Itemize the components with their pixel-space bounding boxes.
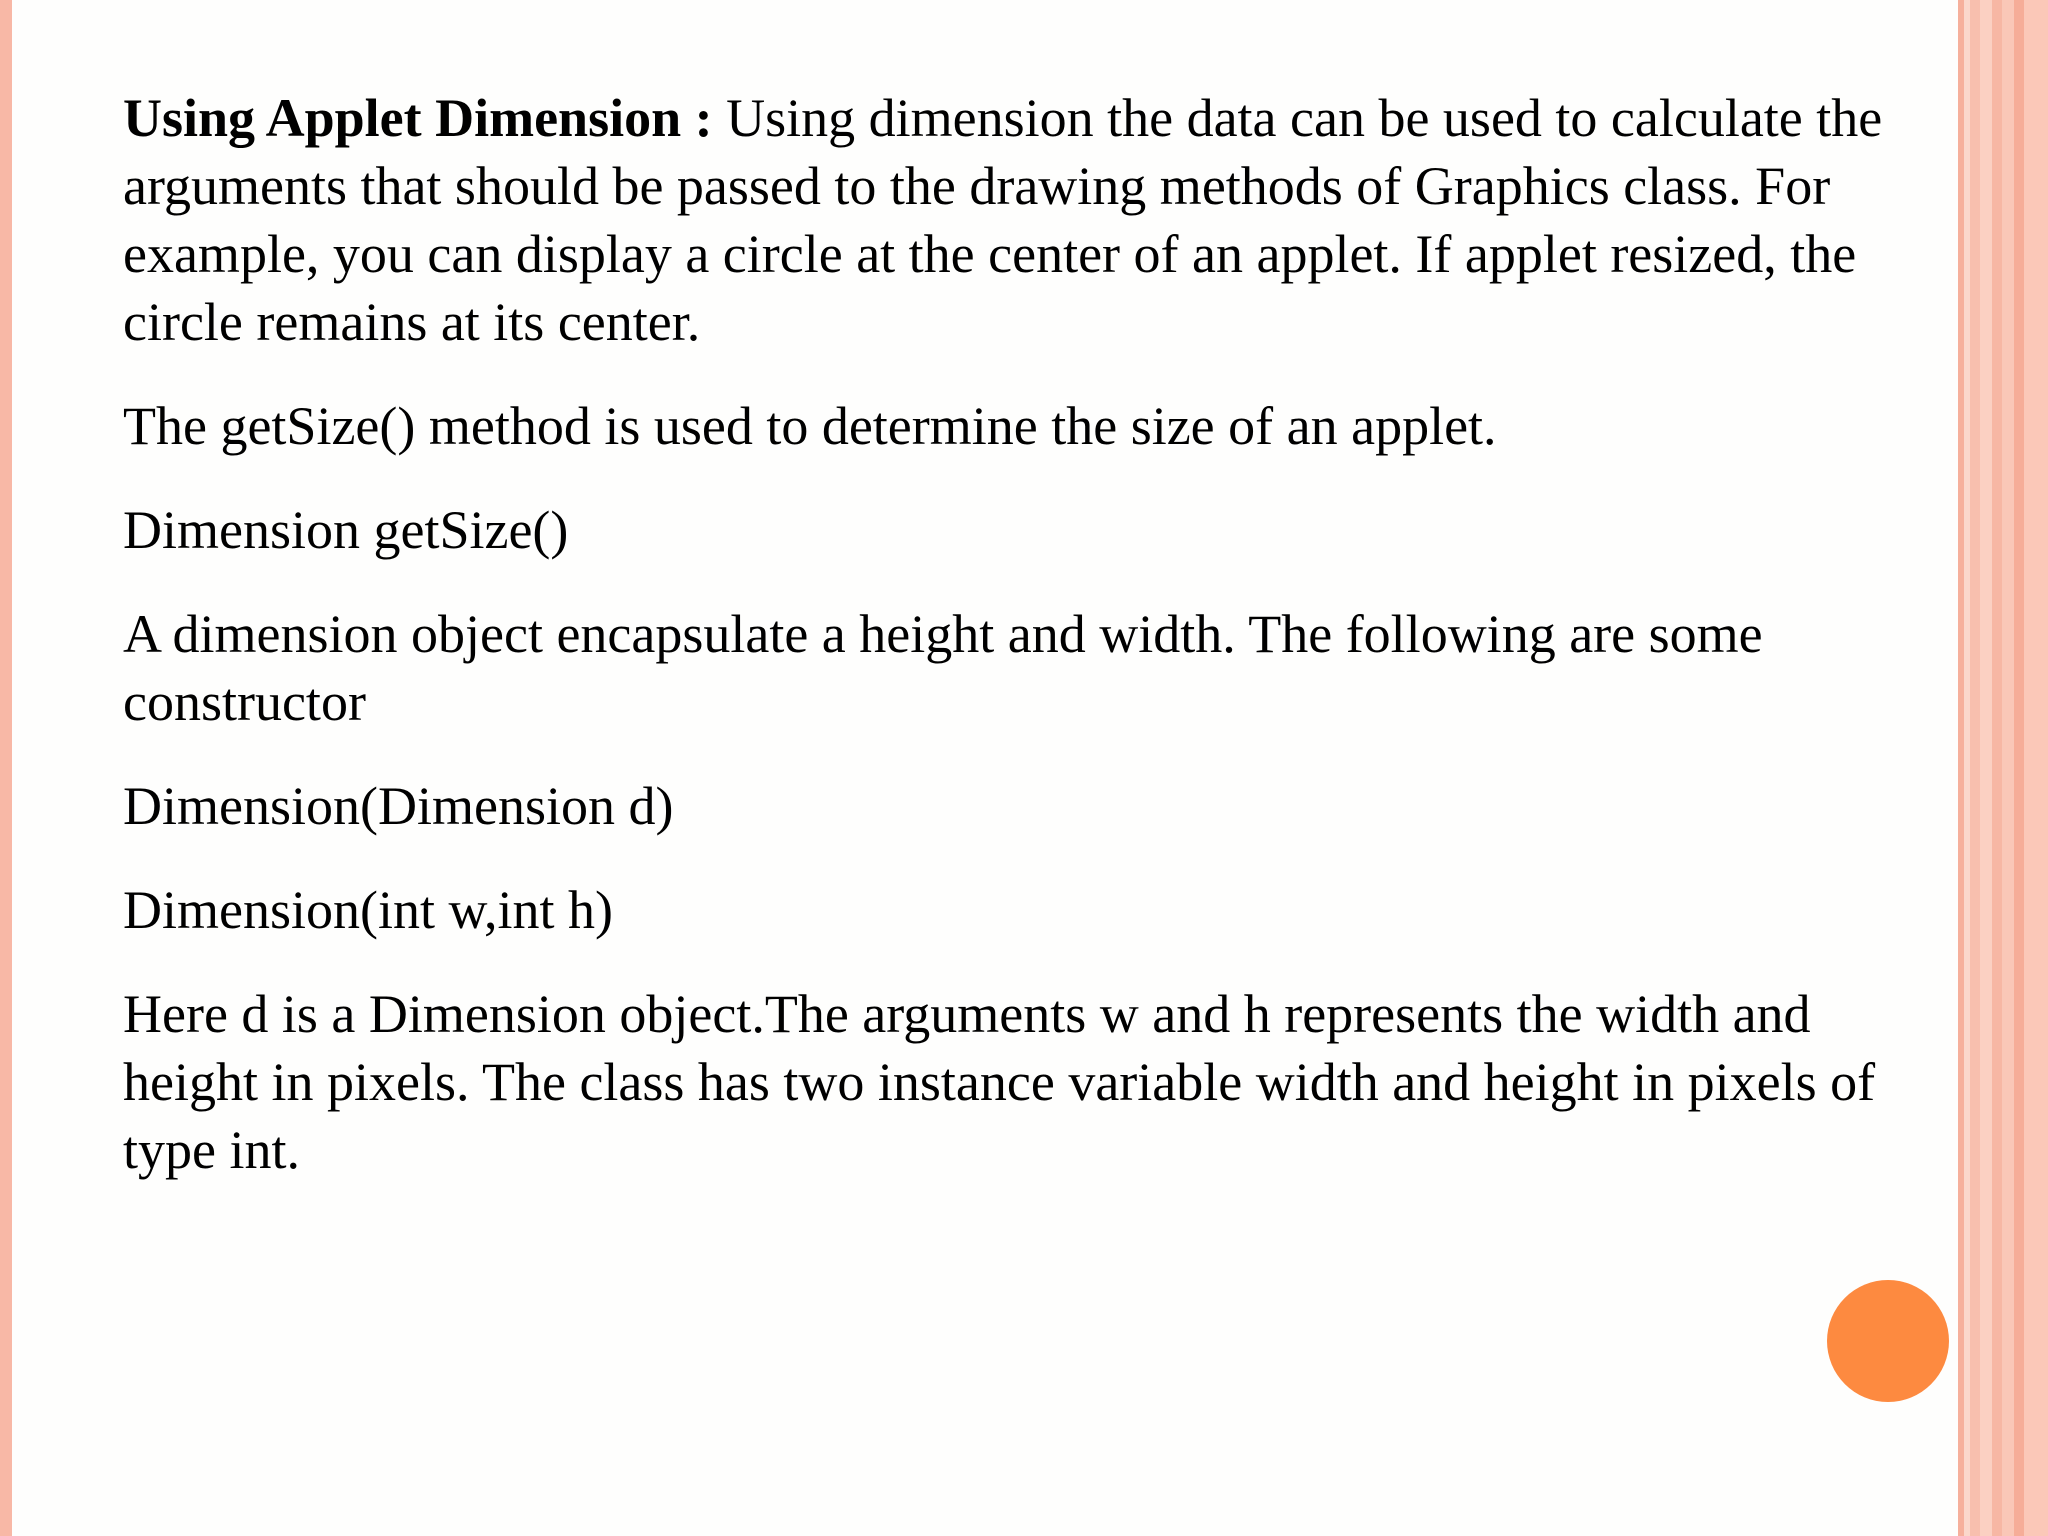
right-stripe [2024,0,2048,1536]
slide-content [123,84,1923,1220]
right-stripe [1970,0,1980,1536]
intro-paragraph [123,84,1923,356]
getsize-signature: Dimension getSize() [123,500,569,560]
right-stripe [1992,0,2002,1536]
getsize-description: The getSize() method is used to determine the size of an applet. [123,396,1497,456]
orange-circle-decoration [1827,1280,1949,1402]
intro-lead: Using Applet Dimension : [123,88,713,148]
constructor-int-w-h: Dimension(int w,int h) [123,880,613,940]
right-stripe [1980,0,1992,1536]
dimension-description: A dimension object encapsulate a height and width. The following are some constructor [123,604,1763,732]
intro-text: Using dimension the data can be used to calculate the arguments that should be passed to the drawing methods of Graphics class. For example, you can display a circle at the center of an applet. If applet resized, the circle remains at its center. [123,88,1883,352]
right-stripe [2014,0,2024,1536]
right-stripe [2002,0,2014,1536]
left-border-stripe [0,0,12,1536]
constructor-dimension-d: Dimension(Dimension d) [123,776,674,836]
closing-paragraph: Here d is a Dimension object.The arguments w and h represents the width and height in pixels. The class has two instance variable width and height in pixels of type int. [123,984,1876,1180]
right-border-stripes [1958,0,2048,1536]
